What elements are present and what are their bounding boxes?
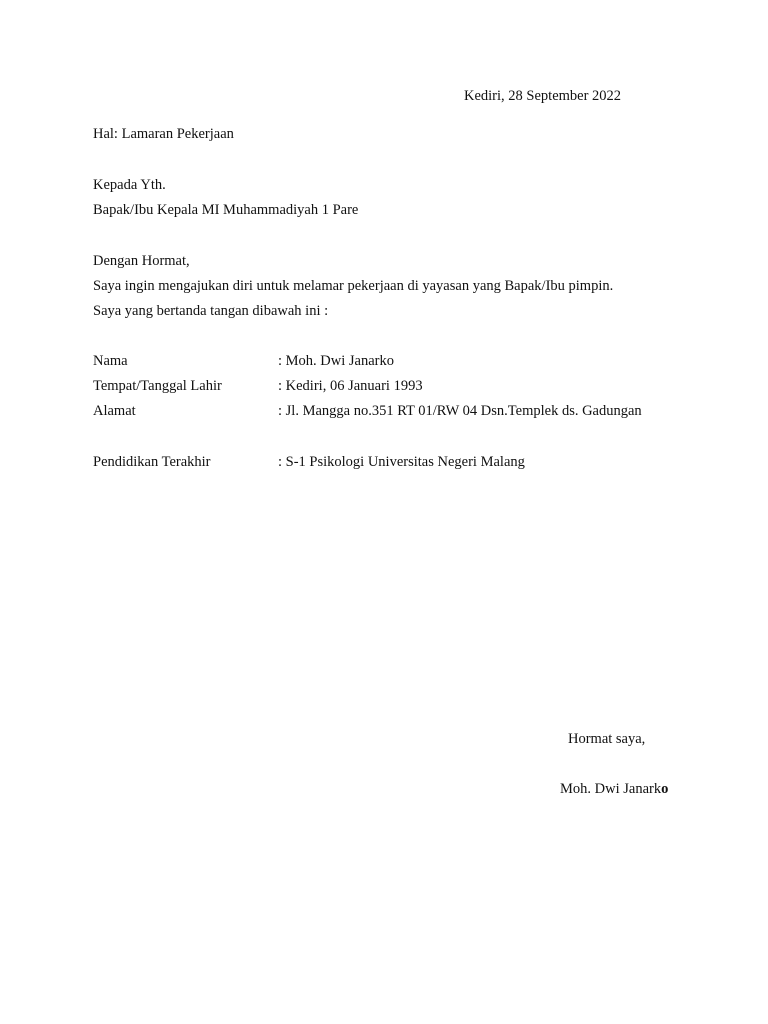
letter-date: Kediri, 28 September 2022 [464, 88, 622, 104]
detail-label-ttl: Tempat/Tanggal Lahir [93, 378, 222, 394]
detail-label-nama: Nama [93, 353, 128, 369]
signature-name-last-letter: o [661, 781, 669, 797]
greeting: Dengan Hormat, [93, 253, 190, 269]
detail-value-pendidikan: : S-1 Psikologi Universitas Negeri Malang [278, 454, 525, 470]
signature-name-main: Moh. Dwi Janark [560, 781, 662, 797]
signoff: Hormat saya, [568, 731, 646, 747]
recipient-line-1: Kepada Yth. [93, 177, 166, 193]
opening-line-1: Saya ingin mengajukan diri untuk melamar pekerjaan di yayasan yang Bapak/Ibu pimpin. [93, 278, 614, 294]
signature-name [560, 781, 668, 798]
opening-line-2: Saya yang bertanda tangan dibawah ini : [93, 303, 329, 319]
letter-subject: Hal: Lamaran Pekerjaan [93, 126, 234, 142]
detail-value-ttl: : Kediri, 06 Januari 1993 [278, 378, 423, 394]
detail-label-pendidikan: Pendidikan Terakhir [93, 454, 211, 470]
detail-label-alamat: Alamat [93, 403, 136, 419]
detail-value-nama: : Moh. Dwi Janarko [278, 353, 394, 369]
recipient-line-2: Bapak/Ibu Kepala MI Muhammadiyah 1 Pare [93, 202, 359, 218]
detail-value-alamat: : Jl. Mangga no.351 RT 01/RW 04 Dsn.Templek ds. Gadungan [278, 403, 642, 419]
